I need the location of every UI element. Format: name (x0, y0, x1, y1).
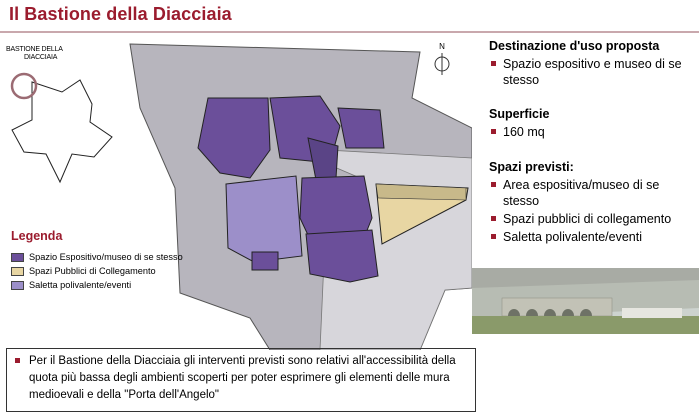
saletta-room (226, 176, 302, 262)
superficie-item: 160 mq (489, 124, 549, 140)
compass-letter: N (439, 42, 445, 51)
note-bullet (15, 358, 20, 363)
legend-swatch-public (11, 267, 24, 276)
floor-plan (120, 38, 472, 350)
legend-item-hall (11, 278, 183, 292)
section-superficie (489, 107, 549, 140)
locator-label-line2: DIACCIAIA (24, 54, 58, 61)
destinazione-heading: Destinazione d'uso proposta (489, 39, 660, 53)
legend-label-public: Spazi Pubblici di Collegamento (29, 266, 156, 276)
legend-label-exhibit: Spazio Espositivo/museo di se stesso (29, 252, 183, 262)
title-divider (0, 31, 699, 33)
locator-map (2, 42, 120, 192)
legend-item-public (11, 264, 183, 278)
legend-item-exhibit (11, 250, 183, 264)
page-title: Il Bastione della Diacciaia (9, 4, 232, 24)
spazi-item: Saletta polivalente/eventi (489, 229, 695, 245)
section-destinazione (489, 39, 695, 88)
spazi-item: Spazi pubblici di collegamento (489, 211, 695, 227)
note-text: Per il Bastione della Diacciaia gli interventi previsti sono relativi all'accessibilità della quota più bassa degli ambienti scoperti per poter esprimere gli elementi delle mura medioevali e della "Porta dell'Angelo" (29, 355, 456, 401)
legend-label-hall: Saletta polivalente/eventi (29, 280, 132, 290)
spazi-heading: Spazi previsti: (489, 160, 574, 174)
section-spazi (489, 160, 695, 245)
exhibit-room-south (306, 230, 378, 282)
description-note (6, 348, 476, 412)
superficie-heading: Superficie (489, 107, 550, 121)
spazi-item: Area espositiva/museo di se stesso (489, 177, 695, 209)
locator-label (6, 46, 63, 62)
north-arrow-icon (432, 40, 452, 80)
legend-swatch-exhibit (11, 253, 24, 262)
destinazione-item: Spazio espositivo e museo di se stesso (489, 56, 695, 88)
legend-title: Legenda (11, 229, 63, 243)
exhibit-room-east (338, 108, 384, 148)
locator-label-line1: BASTIONE DELLA (6, 46, 63, 53)
legend-swatch-hall (11, 281, 24, 290)
saletta-annex (252, 252, 278, 270)
rendering-image (472, 268, 699, 334)
legend (11, 250, 183, 292)
